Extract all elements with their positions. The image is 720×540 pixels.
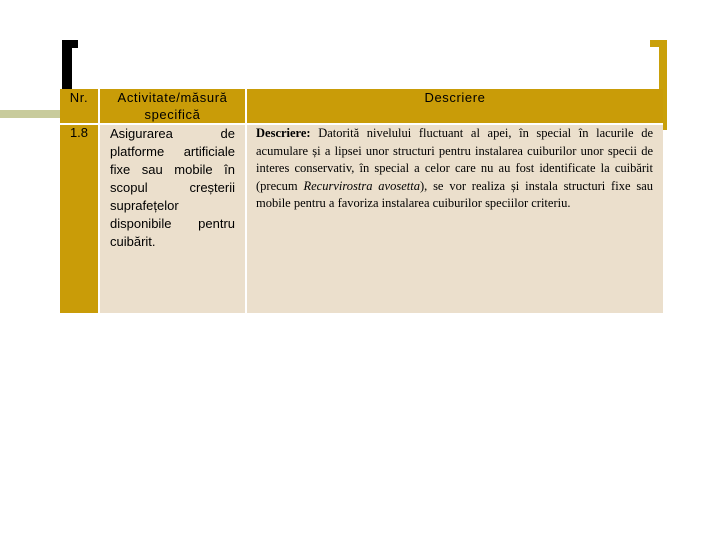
row-activity: Asigurarea de platforme artificiale fixe sau mobile în scopul creșterii suprafețelor disponibile pentru cuibărit. bbox=[110, 126, 235, 249]
header-nr: Nr. bbox=[60, 89, 99, 124]
header-activity: Activitate/măsură specifică bbox=[99, 89, 246, 124]
description-species: Recurvirostra avosetta bbox=[303, 178, 420, 193]
slide-side-accent-bar bbox=[0, 110, 60, 118]
slide-bracket-left-top bbox=[62, 40, 78, 48]
description-text-1: Datorită nivelului fluctuant al apei, în special în lacurile de acumulare și a lipsei unor structuri pentru instalarea cuiburilor unor specii de interes conservativ, în special a celor care nu au fost identificate la cuibărit (precum bbox=[256, 126, 653, 193]
row-activity-cell bbox=[99, 124, 246, 313]
row-description bbox=[247, 125, 663, 213]
table-row bbox=[60, 124, 663, 313]
description-text-2: ), se vor realiza și instala structuri fixe sau mobile pentru a favoriza instalarea cuiburilor speciilor criteriu. bbox=[256, 178, 653, 210]
row-nr: 1.8 bbox=[60, 124, 99, 313]
row-description-cell bbox=[246, 124, 663, 313]
header-description: Descriere bbox=[246, 89, 663, 124]
measures-table bbox=[60, 89, 663, 313]
description-label: Descriere: bbox=[256, 126, 311, 140]
slide-bracket-right-top bbox=[650, 40, 667, 47]
table-header-row bbox=[60, 89, 663, 124]
